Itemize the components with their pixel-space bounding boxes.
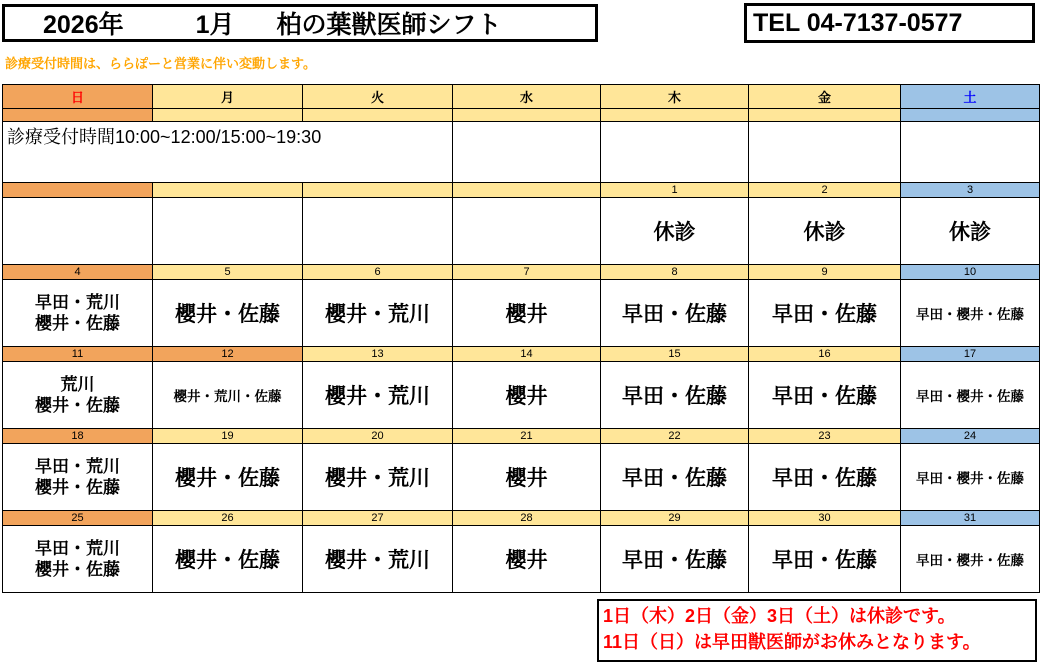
day-header-tue: 火 [303, 85, 453, 109]
shift-cell-27: 櫻井・荒川 [303, 526, 453, 593]
shift-cell-11 [3, 362, 153, 429]
date-cell-17: 17 [901, 347, 1040, 362]
shift-row-week1 [3, 198, 1040, 265]
date-cell-14: 14 [453, 347, 601, 362]
shift-cell-empty-mon [153, 198, 303, 265]
shift-cell-5: 櫻井・佐藤 [153, 280, 303, 347]
date-cell-24: 24 [901, 429, 1040, 444]
spacer-cell-mon [153, 109, 303, 122]
tel-box [744, 3, 1035, 43]
shift-cell-16: 早田・佐藤 [749, 362, 901, 429]
date-cell-15: 15 [601, 347, 749, 362]
date-cell-27: 27 [303, 511, 453, 526]
date-cell-25: 25 [3, 511, 153, 526]
shift-calendar-table [2, 84, 1040, 593]
title-year: 2026年 [43, 11, 124, 39]
shift-cell-empty-sun [3, 198, 153, 265]
footer-note-line1: 1日（木）2日（金）3日（土）は休診です。 [603, 606, 956, 626]
shift-cell-29: 早田・佐藤 [601, 526, 749, 593]
day-header-sat: 土 [901, 85, 1040, 109]
reception-hours-empty-fri [749, 122, 901, 183]
reception-hours-empty-sat [901, 122, 1040, 183]
shift-cell-25 [3, 526, 153, 593]
shift-line: 早田・荒川 [35, 456, 120, 476]
shift-line: 櫻井・佐藤 [35, 478, 120, 497]
title-box [2, 4, 598, 42]
date-cell-12: 12 [153, 347, 303, 362]
date-cell-7: 7 [453, 265, 601, 280]
shift-cell-12: 櫻井・荒川・佐藤 [153, 362, 303, 429]
spacer-cell-sat [901, 109, 1040, 122]
date-cell-1: 1 [601, 183, 749, 198]
date-cell-3: 3 [901, 183, 1040, 198]
date-cell-empty-tue [303, 183, 453, 198]
shift-line: 櫻井・佐藤 [35, 560, 120, 579]
date-cell-13: 13 [303, 347, 453, 362]
date-cell-11: 11 [3, 347, 153, 362]
date-cell-29: 29 [601, 511, 749, 526]
shift-cell-17: 早田・櫻井・佐藤 [901, 362, 1040, 429]
shift-line: 荒川 [60, 374, 95, 394]
shift-cell-empty-tue [303, 198, 453, 265]
day-header-row [3, 85, 1040, 109]
date-cell-30: 30 [749, 511, 901, 526]
shift-cell-10: 早田・櫻井・佐藤 [901, 280, 1040, 347]
shift-cell-8: 早田・佐藤 [601, 280, 749, 347]
reception-hours-row [3, 122, 1040, 183]
shift-cell-23: 早田・佐藤 [749, 444, 901, 511]
date-row-week3 [3, 347, 1040, 362]
shift-cell-30: 早田・佐藤 [749, 526, 901, 593]
title-month: 1月 [195, 11, 235, 39]
shift-cell-empty-wed [453, 198, 601, 265]
shift-cell-24: 早田・櫻井・佐藤 [901, 444, 1040, 511]
shift-cell-1: 休診 [601, 198, 749, 265]
shift-cell-6: 櫻井・荒川 [303, 280, 453, 347]
date-cell-26: 26 [153, 511, 303, 526]
shift-row-week3 [3, 362, 1040, 429]
date-cell-8: 8 [601, 265, 749, 280]
date-cell-21: 21 [453, 429, 601, 444]
day-header-wed: 水 [453, 85, 601, 109]
reception-hours-empty-wed [453, 122, 601, 183]
shift-line: 早田・荒川 [35, 538, 120, 558]
date-cell-19: 19 [153, 429, 303, 444]
page-title: 柏の葉獣医師シフト [276, 11, 502, 39]
shift-cell-18 [3, 444, 153, 511]
shift-cell-21: 櫻井 [453, 444, 601, 511]
shift-row-week5 [3, 526, 1040, 593]
shift-cell-2: 休診 [749, 198, 901, 265]
date-cell-empty-mon [153, 183, 303, 198]
tel-number: TEL 04-7137-0577 [753, 8, 963, 37]
day-header-fri: 金 [749, 85, 901, 109]
reception-hours-text: 診療受付時間10:00~12:00/15:00~19:30 [3, 122, 453, 183]
shift-row-week4 [3, 444, 1040, 511]
day-header-sun: 日 [3, 85, 153, 109]
shift-line: 櫻井・佐藤 [35, 396, 120, 415]
date-cell-4: 4 [3, 265, 153, 280]
spacer-cell-thu [601, 109, 749, 122]
date-cell-6: 6 [303, 265, 453, 280]
shift-cell-22: 早田・佐藤 [601, 444, 749, 511]
shift-cell-28: 櫻井 [453, 526, 601, 593]
shift-cell-7: 櫻井 [453, 280, 601, 347]
shift-cell-14: 櫻井 [453, 362, 601, 429]
date-cell-23: 23 [749, 429, 901, 444]
shift-line: 櫻井・佐藤 [35, 314, 120, 333]
date-row-week4 [3, 429, 1040, 444]
spacer-cell-tue [303, 109, 453, 122]
footer-note [597, 599, 1037, 662]
date-row-week5 [3, 511, 1040, 526]
shift-line: 早田・荒川 [35, 292, 120, 312]
shift-cell-9: 早田・佐藤 [749, 280, 901, 347]
date-cell-31: 31 [901, 511, 1040, 526]
calendar-body [3, 85, 1040, 593]
shift-cell-3: 休診 [901, 198, 1040, 265]
date-cell-16: 16 [749, 347, 901, 362]
date-cell-28: 28 [453, 511, 601, 526]
date-cell-18: 18 [3, 429, 153, 444]
spacer-row [3, 109, 1040, 122]
shift-row-week2 [3, 280, 1040, 347]
day-header-thu: 木 [601, 85, 749, 109]
shift-cell-15: 早田・佐藤 [601, 362, 749, 429]
shift-cell-13: 櫻井・荒川 [303, 362, 453, 429]
spacer-cell-fri [749, 109, 901, 122]
date-cell-10: 10 [901, 265, 1040, 280]
date-row-week1 [3, 183, 1040, 198]
reception-hours-empty-thu [601, 122, 749, 183]
date-cell-20: 20 [303, 429, 453, 444]
shift-cell-20: 櫻井・荒川 [303, 444, 453, 511]
shift-cell-19: 櫻井・佐藤 [153, 444, 303, 511]
date-cell-2: 2 [749, 183, 901, 198]
date-cell-22: 22 [601, 429, 749, 444]
shift-cell-31: 早田・櫻井・佐藤 [901, 526, 1040, 593]
date-cell-9: 9 [749, 265, 901, 280]
date-row-week2 [3, 265, 1040, 280]
date-cell-empty-wed [453, 183, 601, 198]
footer-note-line2: 11日（日）は早田獣医師がお休みとなります。 [603, 632, 981, 653]
spacer-cell-wed [453, 109, 601, 122]
shift-cell-26: 櫻井・佐藤 [153, 526, 303, 593]
date-cell-empty-sun [3, 183, 153, 198]
date-cell-5: 5 [153, 265, 303, 280]
day-header-mon: 月 [153, 85, 303, 109]
shift-cell-4 [3, 280, 153, 347]
notice-text: 診療受付時間は、ららぽーと営業に伴い変動します。 [5, 56, 316, 71]
spacer-cell-sun [3, 109, 153, 122]
